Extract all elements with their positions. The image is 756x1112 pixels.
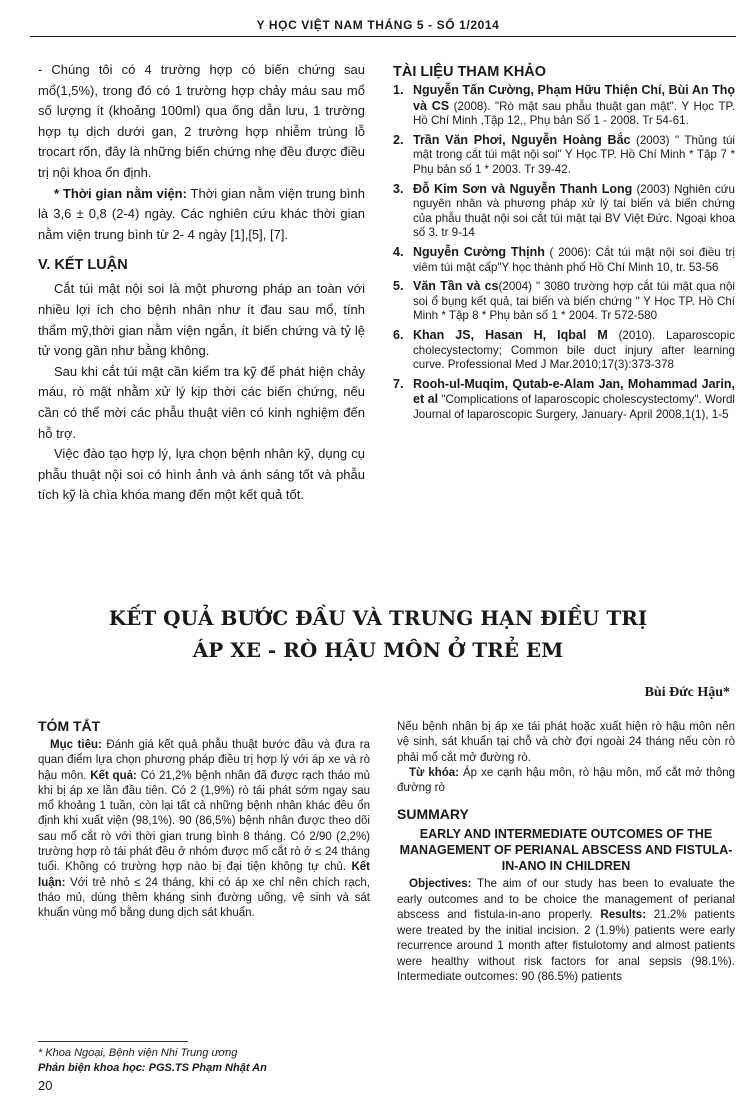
- reference-authors: Rooh-ul-Muqim, Qutab-e-Alam Jan, Mohammad Jarin, et al: [413, 376, 735, 407]
- english-title: EARLY AND INTERMEDIATE OUTCOMES OF THE MANAGEMENT OF PERIANAL ABSCESS AND FISTULA-IN-ANO IN CHILDREN: [399, 827, 733, 874]
- conclusion-paragraph-2: Sau khi cắt túi mật cần kiểm tra kỹ để phát hiện chảy máu, rò mật nhằm xử lý kịp thời các biến chứng, nếu cần có thể mời các phẫu thuật viên có kinh nghiệm đến hỗ trợ.: [38, 363, 365, 441]
- reference-text: (2003) " Thủng túi mật trong cắt túi mật nội soi" Y Học TP. Hồ Chí Minh * Tập 7 * Phụ bản số 1 * 2003. Tr 39-42.: [413, 133, 735, 176]
- article-title-line-2: ÁP XE - RÒ HẬU MÔN Ở TRẺ EM: [192, 638, 564, 662]
- reference-authors: Đỗ Kim Sơn và Nguyễn Thanh Long: [413, 181, 633, 196]
- article-author: Bùi Đức Hậu*: [644, 685, 730, 700]
- reference-text: (2010). Laparoscopic cholecystectomy; Common bile duct injury after learning curve. Professional Med J Mar.2010;17(3):373-378: [413, 328, 735, 372]
- results-text-en: 21.2% patients were treated by the initial incision. 2 (1.9%) patients were early recurrence around 1 month after fistulotomy and almost patients were healthy without risk factors for anal sepsis (98.1%). Intermediate outcomes: 90 (86.5%) patients: [397, 908, 735, 984]
- article-title-line-1: KẾT QUẢ BƯỚC ĐẦU VÀ TRUNG HẠN ĐIỀU TRỊ: [108, 606, 648, 630]
- reference-text: (2008). "Rò mật sau phẫu thuật gan mật". Y Học TP. Hồ Chí Minh ,Tập 12,, Phụ bản Số 1 - 2008. Tr 54-61.: [413, 99, 735, 128]
- footnote-rule: [38, 1041, 188, 1042]
- keywords-paragraph: [397, 766, 735, 797]
- reference-text: ( 2006): Cắt túi mật nội soi điều trị viêm túi mật cấp"Y học thành phố Hồ Chí Minh 10, tr. 53-56: [413, 245, 735, 274]
- summary-heading: SUMMARY: [397, 806, 469, 823]
- reference-item: [393, 83, 735, 129]
- hospital-stay-label: * Thời gian nằm viện:: [54, 185, 187, 201]
- footnote: [38, 1046, 368, 1076]
- reference-authors: Văn Tần và cs: [413, 279, 499, 294]
- reference-text: "Complications of laparoscopic cholescystectomy". Wordl Journal of laparoscopic Surgery, January- April 2008,1(1), 1-5: [413, 393, 735, 421]
- hospital-stay-text: Thời gian nằm viện trung bình là 3,6 ± 0,8 (2-4) ngày. Các nghiên cứu khác thời gian nằm viện trung bình từ 2- 4 ngày [1],[5], [7].: [38, 185, 365, 242]
- reference-number: 5.: [393, 279, 404, 294]
- english-abstract-paragraph: [397, 876, 735, 985]
- objectives-label: Objectives:: [409, 877, 472, 891]
- abstract-continuation: Nếu bệnh nhân bị áp xe tái phát hoặc xuất hiện rò hậu môn nên vệ sinh, sát khuẩn tại chỗ và chờ đợi ngoài 24 tháng nếu còn rò phải mổ cắt mở đường rò.: [397, 721, 735, 764]
- previous-article-column: [38, 60, 365, 506]
- reference-number: 7.: [393, 376, 404, 391]
- results-label: Kết quả:: [90, 769, 137, 782]
- conclusion-paragraph-1: Cắt túi mật nội soi là một phương pháp an toàn với nhiều lợi ích cho bệnh nhân như ít đau sau mổ, tính thẩm mỹ,thời gian nằm viện ngắn, ít biến chứng và tỷ lệ tử vong gần như bằng không.: [38, 281, 365, 359]
- keywords-label: Từ khóa:: [409, 766, 460, 779]
- objectives-text: The aim of our study has been to evaluate the early outcomes and to be choice the management of perianal abscess and fistula-in-ano properly.: [397, 877, 735, 922]
- conclusion-label: Kết luận:: [38, 861, 370, 889]
- objective-text: Đánh giá kết quả phẫu thuật bước đầu và đưa ra quan điểm lựa chọn phương pháp điều trị hợp lý với áp xe và rò hậu môn.: [38, 739, 370, 782]
- reference-authors: Khan JS, Hasan H, Iqbal M: [413, 327, 608, 342]
- references-list: [393, 83, 735, 422]
- reference-number: 3.: [393, 181, 404, 196]
- hospital-stay-paragraph: [38, 184, 365, 246]
- journal-header: Y HỌC VIỆT NAM THÁNG 5 - SỐ 1/2014: [256, 18, 500, 32]
- references-column: [393, 64, 735, 426]
- conclusion-paragraph-3: Việc đào tạo hợp lý, lựa chọn bệnh nhân kỹ, dụng cụ phẫu thuật nội soi có hình ảnh và ánh sáng tốt và phẫu tích kỹ là chìa khóa mang đến một kết quả tốt.: [38, 446, 365, 503]
- reference-number: 4.: [393, 244, 404, 259]
- footnote-affiliation: * Khoa Ngoại, Bệnh viện Nhi Trung ương: [38, 1047, 238, 1059]
- abstract-paragraph: [38, 738, 370, 922]
- conclusion-heading: V. KẾT LUẬN: [38, 257, 128, 274]
- complications-paragraph: - Chúng tôi có 4 trường hợp có biến chứng sau mổ(1,5%), trong đó có 1 trường hợp chảy máu sau mổ số lượng ít (khoảng 100ml) qua ống dẫn lưu, 1 trường hợp tụ dịch dưới gan, 2 trường hợp nhiễm trùng lỗ trocart rốn, đây là những biến chứng nhẹ đều được điều trị nội khoa ổn định.: [38, 62, 365, 180]
- reference-item: [393, 279, 735, 324]
- references-heading: TÀI LIỆU THAM KHẢO: [393, 64, 547, 80]
- footnote-reviewer: Phản biện khoa học: PGS.TS Phạm Nhật An: [38, 1062, 267, 1074]
- reference-number: 2.: [393, 132, 404, 147]
- conclusion-text: Với trẻ nhỏ ≤ 24 tháng, khi có áp xe chỉ nên chích rạch, tháo mủ, dùng thêm kháng sinh đường uống, vệ sinh và sát khuẩn vùng mổ bằng dung dịch sát khuẩn.: [38, 876, 370, 920]
- objective-label: Mục tiêu:: [50, 739, 102, 751]
- page-number: 20: [38, 1078, 53, 1093]
- results-label-en: Results:: [600, 908, 647, 922]
- article-title: [0, 602, 756, 666]
- header-rule: [30, 36, 736, 37]
- reference-text: (2003) Nghiên cứu nguyên nhân và phương pháp xử lý tai biến và biến chứng của phẫu thuật nội soi cắt túi mật tại BV Việt Đức. Ngoại khoa số 3. tr 9-14: [413, 182, 735, 240]
- results-text: Có 21,2% bệnh nhân đã được rạch tháo mủ khi bị áp xe lần đầu tiên. Có 2 (1,9%) rò tái phát sớm ngay sau mổ khoảng 1 tuần, còn lại tất cả những bệnh nhân khác đều ổn định khi xuất viện (98,1%). 90 (86,5%) bệnh nhân được theo dõi sau mổ cắt rò với thời gian trung bình 8 tháng. Có 2/90 (2,2%) trường hợp rò tái phát đều ở nhóm được mổ cắt rò ở ≤ 24 tháng tuổi. Không có trường hợp nào bị đại tiện không tự chủ.: [38, 769, 370, 874]
- reference-text: (2004) " 3080 trường hợp cắt túi mật qua nội soi ổ bụng kết quả, tai biến và biến chứng " Y Học TP. Hồ Chí Minh * Tập 8 * Phụ bản số 1 * 2004. Tr 572-580: [413, 280, 736, 323]
- reference-item: [393, 377, 735, 423]
- reference-authors: Nguyễn Cường Thịnh: [413, 244, 545, 259]
- reference-item: [393, 182, 735, 241]
- reference-item: [393, 245, 735, 275]
- reference-number: 1.: [393, 83, 404, 97]
- abstract-column: [38, 718, 370, 922]
- abstract-heading: TÓM TẮT: [38, 718, 101, 734]
- summary-column: [397, 720, 735, 985]
- keywords-text: Áp xe cạnh hậu môn, rò hậu môn, mổ cắt mở thông đường rò: [397, 766, 736, 795]
- reference-item: [393, 328, 735, 373]
- reference-item: [393, 133, 735, 178]
- reference-authors: Trần Văn Phơi, Nguyễn Hoàng Bắc: [413, 132, 631, 147]
- reference-number: 6.: [393, 327, 404, 342]
- reference-authors: Nguyễn Tấn Cường, Phạm Hữu Thiện Chí, Bùi An Thọ và CS: [413, 83, 735, 113]
